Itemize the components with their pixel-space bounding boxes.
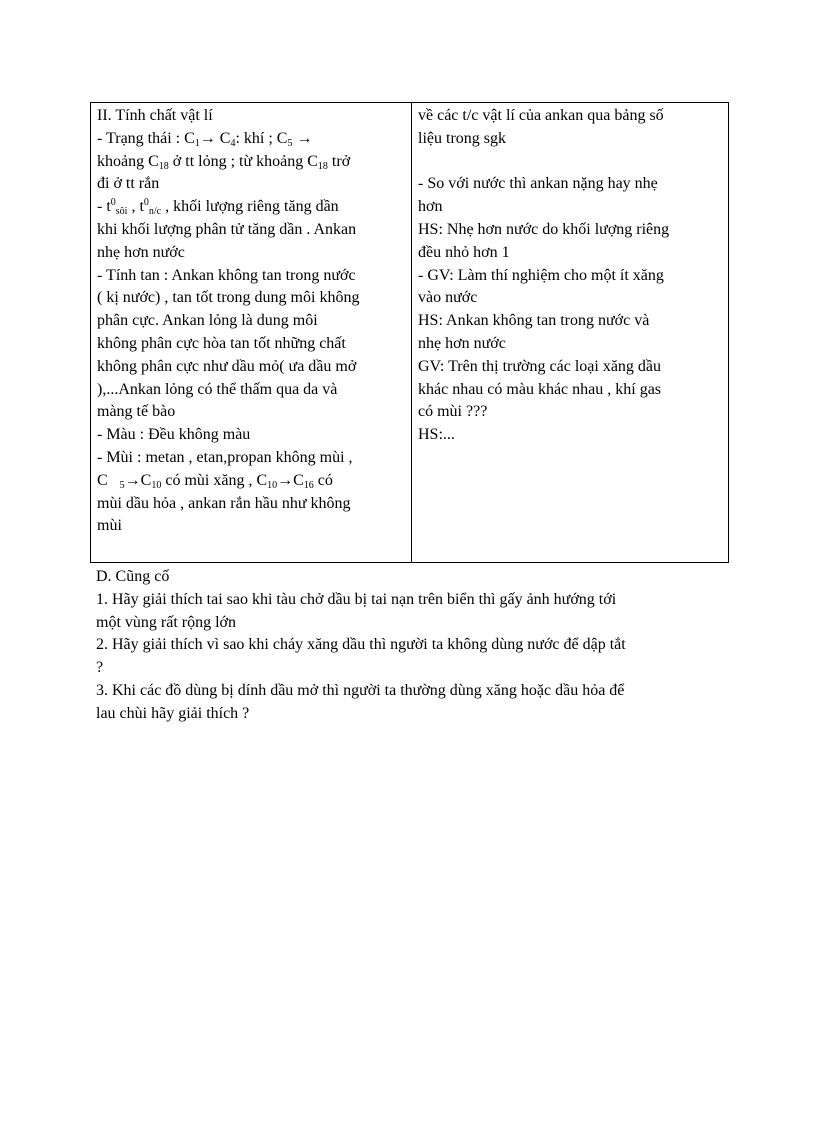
state-line-2: khoảng $C_{18}$ ở tt lỏng ; từ khoảng $C_{18}$ trở [97,152,351,172]
solubility-line-3: phân cực. Ankan lỏng là dung môi [97,312,318,330]
temp-line-1: - $t^0_{sôi}$ , $t^0_{n/c}$ , khối lượng riêng tăng dần [97,197,339,218]
activity-line: đều nhỏ hơn 1 [418,243,510,261]
activity-line: HS:... [418,426,455,444]
color-line: - Màu : Đều không màu [97,426,251,444]
activity-line: HS: Nhẹ hơn nước do khối lượng riêng [418,220,670,238]
state-line-3: đi ở tt rắn [97,175,160,193]
section-title: II. Tính chất vật lí [97,107,213,124]
activity-line: hơn [418,198,443,216]
blank-line [418,151,722,174]
activity-line: có mùi ??? [418,403,488,421]
solubility-line-7: màng tế bào [97,403,176,421]
lesson-table [90,102,729,563]
temp-line-3: nhẹ hơn nước [97,243,185,261]
table-row [91,103,729,563]
activity-line: - So với nước thì ankan nặng hay nhẹ [418,175,658,193]
solubility-line-4: không phân cực hòa tan tốt những chất [97,334,346,352]
activity-line: GV: Trên thị trường các loại xăng dầu [418,357,662,375]
activity-cell [412,103,729,563]
activity-line: vào nước [418,289,478,307]
activity-line: HS: Ankan không tan trong nước và [418,312,650,330]
question-1-line-1: 1. Hãy giải thích tai sao khi tàu chở dầu bị tai nạn trên biển thì gấy ảnh hướng tới [96,590,617,608]
state-line-1: - Trạng thái : $C_1\to C_4$: khí ; $C_5$ → [97,129,313,149]
question-3-line-1: 3. Khi các đồ dùng bị dính dầu mở thì người ta thường dùng xăng hoặc dầu hỏa để [96,681,625,699]
activity-line: nhẹ hơn nước [418,334,506,352]
solubility-line-1: - Tính tan : Ankan không tan trong nước [97,266,356,284]
activity-line: - GV: Làm thí nghiệm cho một ít xăng [418,266,664,284]
solubility-line-6: ),...Ankan lỏng có thể thấm qua da và [97,380,338,398]
solubility-line-2: ( kị nước) , tan tốt trong dung môi không [97,289,360,307]
question-3-line-2: lau chùi hãy giải thích ? [96,704,250,722]
question-2-line-2: ? [96,659,104,677]
smell-line-4: mùi [97,517,122,535]
smell-line-3: mùi dầu hỏa , ankan rắn hầu như không [97,494,351,512]
activity-line: về các t/c vật lí của ankan qua bảng số [418,107,664,124]
content-cell [91,103,412,563]
smell-line-2: C $_5\to C_{10}$ có mùi xăng , $C_{10}\to C_{16}$ có [97,471,333,491]
activity-line: khác nhau có màu khác nhau , khí gas [418,380,662,398]
question-1-line-2: một vùng rất rộng lớn [96,613,236,631]
solubility-line-5: không phân cực như dầu mỏ( ưa dầu mở [97,357,357,375]
smell-line-1: - Mùi : metan , etan,propan không mùi , [97,448,353,466]
section-heading: D. Cũng cố [96,568,170,585]
question-2-line-1: 2. Hãy giải thích vì sao khi cháy xăng dầu thì người ta không dùng nước để dập tắt [96,636,626,654]
activity-line: liệu trong sgk [418,129,506,147]
temp-line-2: khi khối lượng phân tử tăng dần . Ankan [97,220,357,238]
consolidation-section [96,566,736,726]
